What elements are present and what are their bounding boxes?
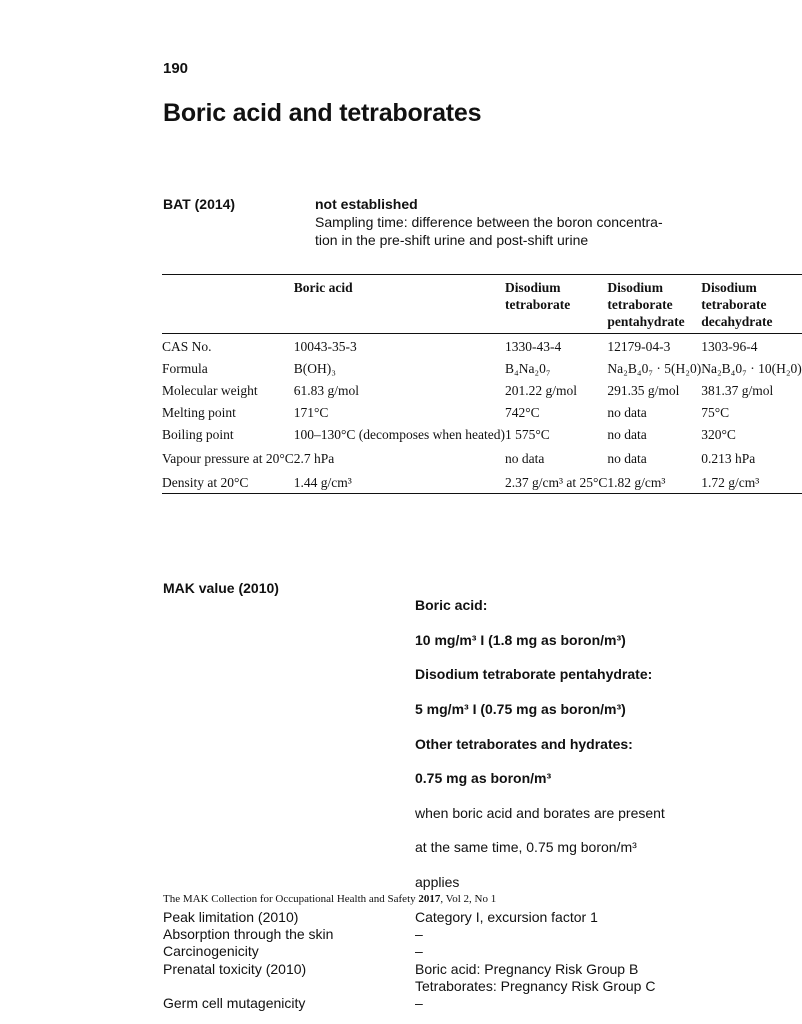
table-cell: Na₂B₄0₇ · 10(H₂0): [701, 361, 802, 376]
property-row: [163, 961, 683, 996]
property-value: –: [415, 925, 423, 942]
table-cell: 61.83 g/mol: [293, 383, 360, 398]
property-value: Boric acid: Pregnancy Risk Group B Tetraborates: Pregnancy Risk Group C: [415, 960, 656, 994]
table-cell: Melting point: [162, 405, 236, 420]
property-value: –: [415, 943, 423, 960]
substance-properties-table: [162, 274, 802, 494]
table-cell: Na₂B₄0₇ · 5(H₂0): [607, 361, 702, 376]
mak-line: applies: [415, 874, 460, 891]
property-label: Carcinogenicity: [163, 943, 259, 960]
table-cell: 381.37 g/mol: [701, 383, 774, 398]
table-row: [162, 402, 802, 424]
table-cell: Formula: [162, 361, 208, 376]
mak-line: 10 mg/m³ I (1.8 mg as boron/m³): [415, 631, 626, 648]
table-header-cell: Disodium tetraborate decahydrate: [701, 275, 802, 334]
page-number: 190: [163, 60, 189, 77]
property-row: [163, 926, 683, 943]
property-label: Absorption through the skin: [163, 925, 334, 942]
property-value: –: [415, 995, 423, 1012]
table-cell: Molecular weight: [162, 383, 258, 398]
table-header-cell: Boric acid: [294, 275, 505, 334]
table-header-cell: [162, 275, 294, 334]
property-label: Prenatal toxicity (2010): [163, 960, 307, 977]
footer-year: 2017: [418, 893, 441, 905]
property-label: Peak limitation (2010): [163, 908, 299, 925]
property-label: Germ cell mutagenicity: [163, 995, 306, 1012]
mak-value-text: [415, 580, 683, 909]
mak-value-label: MAK value (2010): [163, 580, 279, 596]
table-cell: B(OH)₃: [293, 361, 336, 376]
table-cell: 320°C: [701, 427, 736, 442]
table-row: [162, 424, 802, 448]
table-header-cell: Disodium tetraborate pentahydrate: [607, 275, 701, 334]
table-cell: no data: [607, 427, 647, 442]
table-cell: no data: [607, 405, 647, 420]
property-row: [163, 943, 683, 960]
table-row: [162, 334, 802, 359]
mak-line: 0.75 mg as boron/m³: [415, 770, 552, 787]
table-cell: 1.72 g/cm³: [701, 475, 760, 490]
table-cell: B₄Na₂0₇: [504, 361, 551, 376]
table-cell: 2.7 hPa: [293, 451, 335, 466]
table-cell: 12179-04-3: [607, 339, 671, 354]
bat-value: not established: [315, 196, 418, 212]
bat-label: BAT (2014): [163, 196, 236, 212]
table-cell: CAS No.: [162, 339, 212, 354]
table-cell: 1.44 g/cm³: [293, 475, 352, 490]
mak-line: Disodium tetraborate pentahydrate:: [415, 666, 653, 683]
table-cell: 1330-43-4: [504, 339, 562, 354]
table-header-row: [162, 275, 802, 334]
mak-value-row: [163, 580, 683, 909]
footer-issue: , Vol 2, No 1: [440, 893, 497, 905]
mak-line: Boric acid:: [415, 597, 488, 614]
table-row: [162, 380, 802, 402]
table-cell: 201.22 g/mol: [504, 383, 577, 398]
property-row: [163, 995, 683, 1012]
table-row: [162, 472, 802, 494]
table-cell: 171°C: [293, 405, 329, 420]
table-row: [162, 448, 802, 472]
table-cell: 1.82 g/cm³: [607, 475, 666, 490]
table-cell: 742°C: [504, 405, 540, 420]
mak-line: at the same time, 0.75 mg boron/m³: [415, 839, 637, 856]
mak-line: 5 mg/m³ I (0.75 mg as boron/m³): [415, 701, 626, 718]
mak-section: [163, 580, 683, 1012]
page-title: Boric acid and tetraborates: [163, 99, 482, 127]
footer-text: The MAK Collection for Occupational Health and Safety: [163, 893, 416, 905]
table-cell: 10043-35-3: [293, 339, 357, 354]
table-cell: 75°C: [701, 405, 730, 420]
table-row: [162, 358, 802, 380]
page-footer: [163, 893, 496, 905]
table-cell: 1 575°C: [504, 427, 550, 442]
table-cell: 100–130°C (decomposes when heated): [293, 427, 505, 442]
table-cell: no data: [607, 451, 647, 466]
table-cell: 1303-96-4: [701, 339, 758, 354]
bat-sampling-note: Sampling time: difference between the boron concentra-tion in the pre-shift urine and post-shift urine: [315, 214, 663, 248]
table-cell: Vapour pressure at 20°C: [162, 451, 294, 466]
table-cell: 0.213 hPa: [701, 451, 756, 466]
table-cell: 291.35 g/mol: [607, 383, 680, 398]
table-header-cell: Disodium tetraborate: [505, 275, 607, 334]
table-cell: Density at 20°C: [162, 475, 249, 490]
property-row: [163, 909, 683, 926]
mak-line: Other tetraborates and hydrates:: [415, 735, 633, 752]
property-value: Category I, excursion factor 1: [415, 908, 598, 925]
table-cell: no data: [504, 451, 545, 466]
table-cell: 2.37 g/cm³ at 25°C: [504, 475, 608, 490]
table-cell: Boiling point: [162, 427, 234, 442]
mak-line: when boric acid and borates are present: [415, 804, 665, 821]
